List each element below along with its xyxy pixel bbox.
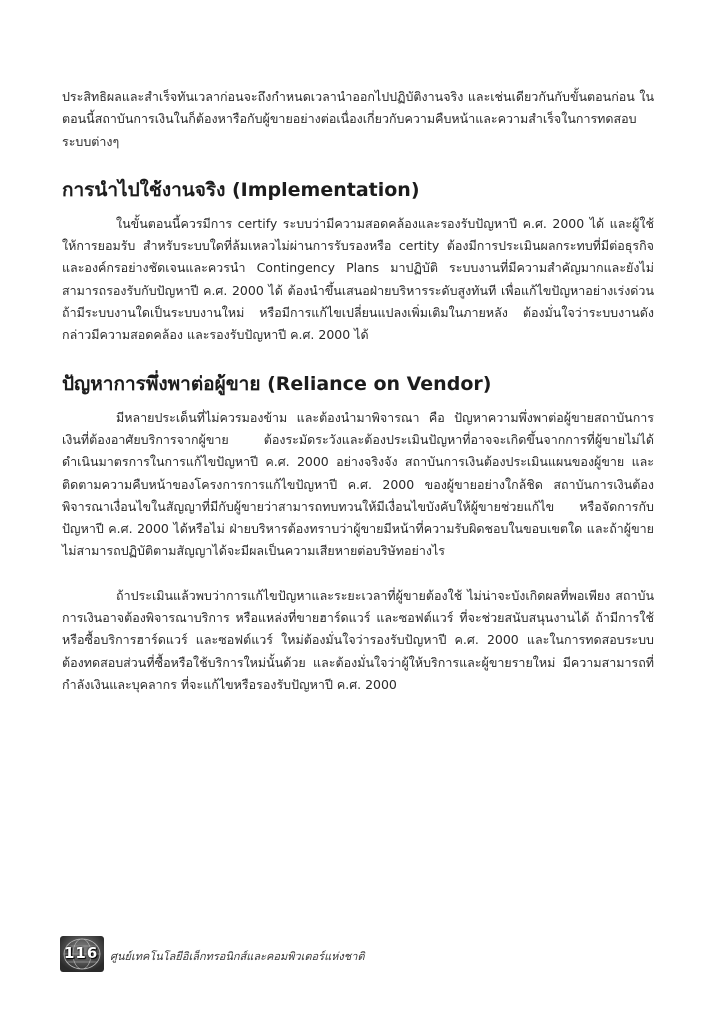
paragraph-intro: ประสิทธิผลและสำเร็จทันเวลาก่อนจะถึงกำหนดเวลานำออกไปปฏิบัติงานจริง และเช่นเดียวกันกับขั้นตอนก่อน ในตอนนี้สถาบันการเงินในก็ต้องหารือกับผู้ขายอย่างต่อเนื่องเกี่ยวกับความคืบหน้าและความสำเร็จในการทดสอบระบบต่างๆ (62, 89, 654, 149)
heading-reliance-on-vendor: ปัญหาการพึ่งพาต่อผู้ขาย (Reliance on Vendor) (62, 372, 492, 395)
page-footer (60, 936, 660, 970)
footer-organization-title: ศูนย์เทคโนโลยีอิเล็กทรอนิกส์และคอมพิวเตอร์แห่งชาติ (110, 950, 365, 963)
page-number: 116 (64, 944, 99, 962)
page-content (62, 86, 654, 696)
paragraph-vendor-alternatives: ถ้าประเมินแล้วพบว่าการแก้ไขปัญหาและระยะเวลาที่ผู้ขายต้องใช้ ไม่น่าจะบังเกิดผลที่พอเพียง สถาบันการเงินอาจต้องพิจารณาบริการ หรือแหล่งที่ขายฮาร์ดแวร์ และซอฟต์แวร์ ที่จะช่วยสนับสนุนงานได้ ถ้ามีการใช้หรือซื้อบริการฮาร์ดแวร์ และซอฟต์แวร์ ใหม่ต้องมั่นใจว่ารองรับปัญหาปี ค.ศ. 2000 และในการทดสอบระบบต้องทดสอบส่วนที่ซื้อหรือใช้บริการใหม่นั้นด้วย และต้องมั่นใจว่าผู้ให้บริการและผู้ขายรายใหม่ มีความสามารถที่กำลังเงินและบุคลากร ที่จะแก้ไขหรือรองรับปัญหาปี ค.ศ. 2000 (62, 587, 654, 692)
heading-implementation: การนำไปใช้งานจริง (Implementation) (62, 178, 420, 201)
paragraph-vendor-issues: มีหลายประเด็นที่ไม่ควรมองข้าม และต้องนำมาพิจารณา คือ ปัญหาความพึ่งพาต่อผู้ขายสถาบันการเงินที่ต้องอาศัยบริการจากผู้ขาย ต้องระมัดระวังและต้องประเมินปัญหาที่อาจจะเกิดขึ้นจากการที่ผู้ขายไม่ได้ดำเนินมาตรการในการแก้ไขปัญหาปี ค.ศ. 2000 อย่างจริงจัง สถาบันการเงินต้องประเมินแผนของผู้ขาย และติดตามความคืบหน้าของโครงการการแก้ไขปัญหาปี ค.ศ. 2000 ของผู้ขายอย่างใกล้ชิด สถาบันการเงินต้องพิจารณาเงื่อนไขในสัญญาที่มีกับผู้ขายว่าสามารถทบทวนให้มีเงื่อนไขบังคับให้ผู้ขายช่วยแก้ไข หรือจัดการกับปัญหาปี ค.ศ. 2000 ได้หรือไม่ ฝ่ายบริหารต้องทราบว่าผู้ขายมีหน้าที่ความรับผิดชอบในขอบเขตใด และถ้าผู้ขายไม่สามารถปฏิบัติตามสัญญาได้จะมีผลเป็นความเสียหายต่อบริษัทอย่างไร (62, 409, 654, 559)
paragraph-implementation: ในขั้นตอนนี้ควรมีการ certify ระบบว่ามีความสอดคล้องและรองรับปัญหาปี ค.ศ. 2000 ได้ และผู้ใช้ให้การยอมรับ สำหรับระบบใดที่ล้มเหลวไม่ผ่านการรับรองหรือ certity ต้องมีการประเมินผลกระทบที่มีต่อธุรกิจ และองค์กรอย่างชัดเจนและควรนำ Contingency Plans มาปฏิบัติ ระบบงานที่มีความสำคัญมากและยังไม่สามารถรองรับกับปัญหาปี ค.ศ. 2000 ได้ ต้องนำขึ้นเสนอฝ่ายบริหารระดับสูงทันที เพื่อแก้ไขปัญหาอย่างเร่งด่วน ถ้ามีระบบงานใดเป็นระบบงานใหม่ หรือมีการแก้ไขเปลี่ยนแปลงเพิ่มเติมในภายหลัง ต้องมั่นใจว่าระบบงานดังกล่าวมีความสอดคล้อง และรองรับปัญหาปี ค.ศ. 2000 ได้ (62, 215, 654, 343)
